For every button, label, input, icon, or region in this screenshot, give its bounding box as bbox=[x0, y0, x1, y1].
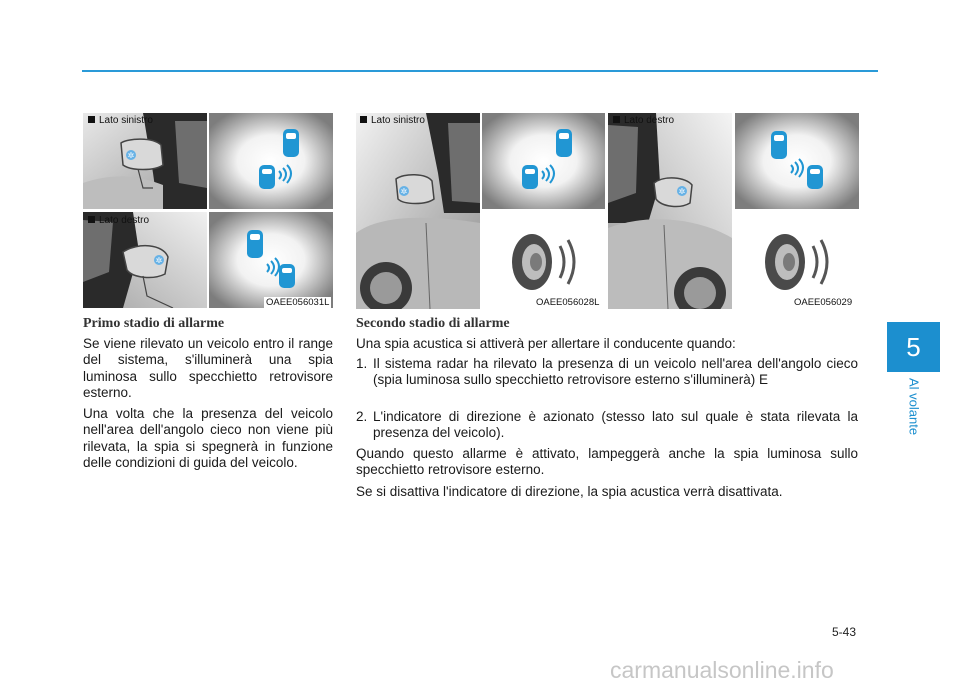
bullet-square-icon bbox=[88, 216, 95, 223]
list-item-number: 2. bbox=[356, 409, 368, 424]
second-stage-intro: Una spia acustica si attiverà per allertare il conducente quando: bbox=[356, 336, 736, 351]
svg-text:✲: ✲ bbox=[400, 187, 408, 196]
figure1-top-label: Lato sinistro bbox=[88, 115, 153, 126]
bullet-square-icon bbox=[360, 116, 367, 123]
svg-text:✲: ✲ bbox=[127, 151, 135, 160]
svg-text:✲: ✲ bbox=[678, 187, 686, 196]
chapter-label: Al volante bbox=[906, 378, 922, 436]
car-left-illustration bbox=[356, 113, 480, 309]
header-rule bbox=[82, 70, 878, 72]
bullet-square-icon bbox=[613, 116, 620, 123]
bullet-square-icon bbox=[88, 116, 95, 123]
radar-right-illustration-2 bbox=[735, 113, 859, 209]
radar-left-illustration bbox=[209, 113, 333, 209]
radar-left-illustration-2 bbox=[482, 113, 605, 209]
second-stage-heading: Secondo stadio di allarme bbox=[356, 316, 510, 331]
chapter-number-tab: 5 bbox=[887, 322, 940, 372]
first-stage-heading: Primo stadio di allarme bbox=[83, 316, 225, 331]
first-stage-paragraph-1: Se viene rilevato un veicolo entro il range del sistema, s'illuminerà una spia luminosa sullo specchietto retrovisore esterno. bbox=[83, 336, 333, 400]
list-item-number: 1. bbox=[356, 356, 368, 371]
speaker-illustration bbox=[482, 212, 605, 309]
figure2-code: OAEE056028L bbox=[536, 297, 600, 308]
first-stage-paragraph-2: Una volta che la presenza del veicolo nell'area dell'angolo cieco non viene più rilevata, la spia si spegnerà in funzione delle condizioni di guida del veicolo. bbox=[83, 406, 333, 470]
speaker-illustration-2 bbox=[735, 212, 859, 309]
mirror-left-illustration bbox=[83, 113, 207, 209]
second-stage-paragraph-2: Se si disattiva l'indicatore di direzione, la spia acustica verrà disattivata. bbox=[356, 484, 783, 499]
radar-right-illustration bbox=[209, 212, 333, 308]
figure3-label: Lato destro bbox=[613, 115, 674, 126]
page-number: 5-43 bbox=[832, 625, 857, 639]
watermark: carmanualsonline.info bbox=[610, 657, 834, 683]
figure3-code: OAEE056029 bbox=[794, 297, 853, 308]
list-item-text: L'indicatore di direzione è azionato (stesso lato sul quale è stata rilevata la presenza del veicolo). bbox=[373, 409, 858, 441]
list-item bbox=[356, 409, 858, 442]
list-item-text: Il sistema radar ha rilevato la presenza di un veicolo nell'area dell'angolo cieco (spia luminosa sullo specchietto retrovisore esterno s'illuminerà) E bbox=[373, 356, 858, 388]
car-right-illustration bbox=[608, 113, 732, 309]
figure1-bottom-label: Lato destro bbox=[88, 215, 149, 226]
mirror-right-illustration bbox=[83, 212, 207, 308]
figure2-label: Lato sinistro bbox=[360, 115, 425, 126]
list-item bbox=[356, 356, 858, 389]
second-stage-paragraph-1: Quando questo allarme è attivato, lampeggerà anche la spia luminosa sullo specchietto retrovisore esterno. bbox=[356, 446, 858, 478]
svg-text:✲: ✲ bbox=[155, 256, 163, 265]
figure1-code: OAEE056031L bbox=[266, 297, 330, 308]
